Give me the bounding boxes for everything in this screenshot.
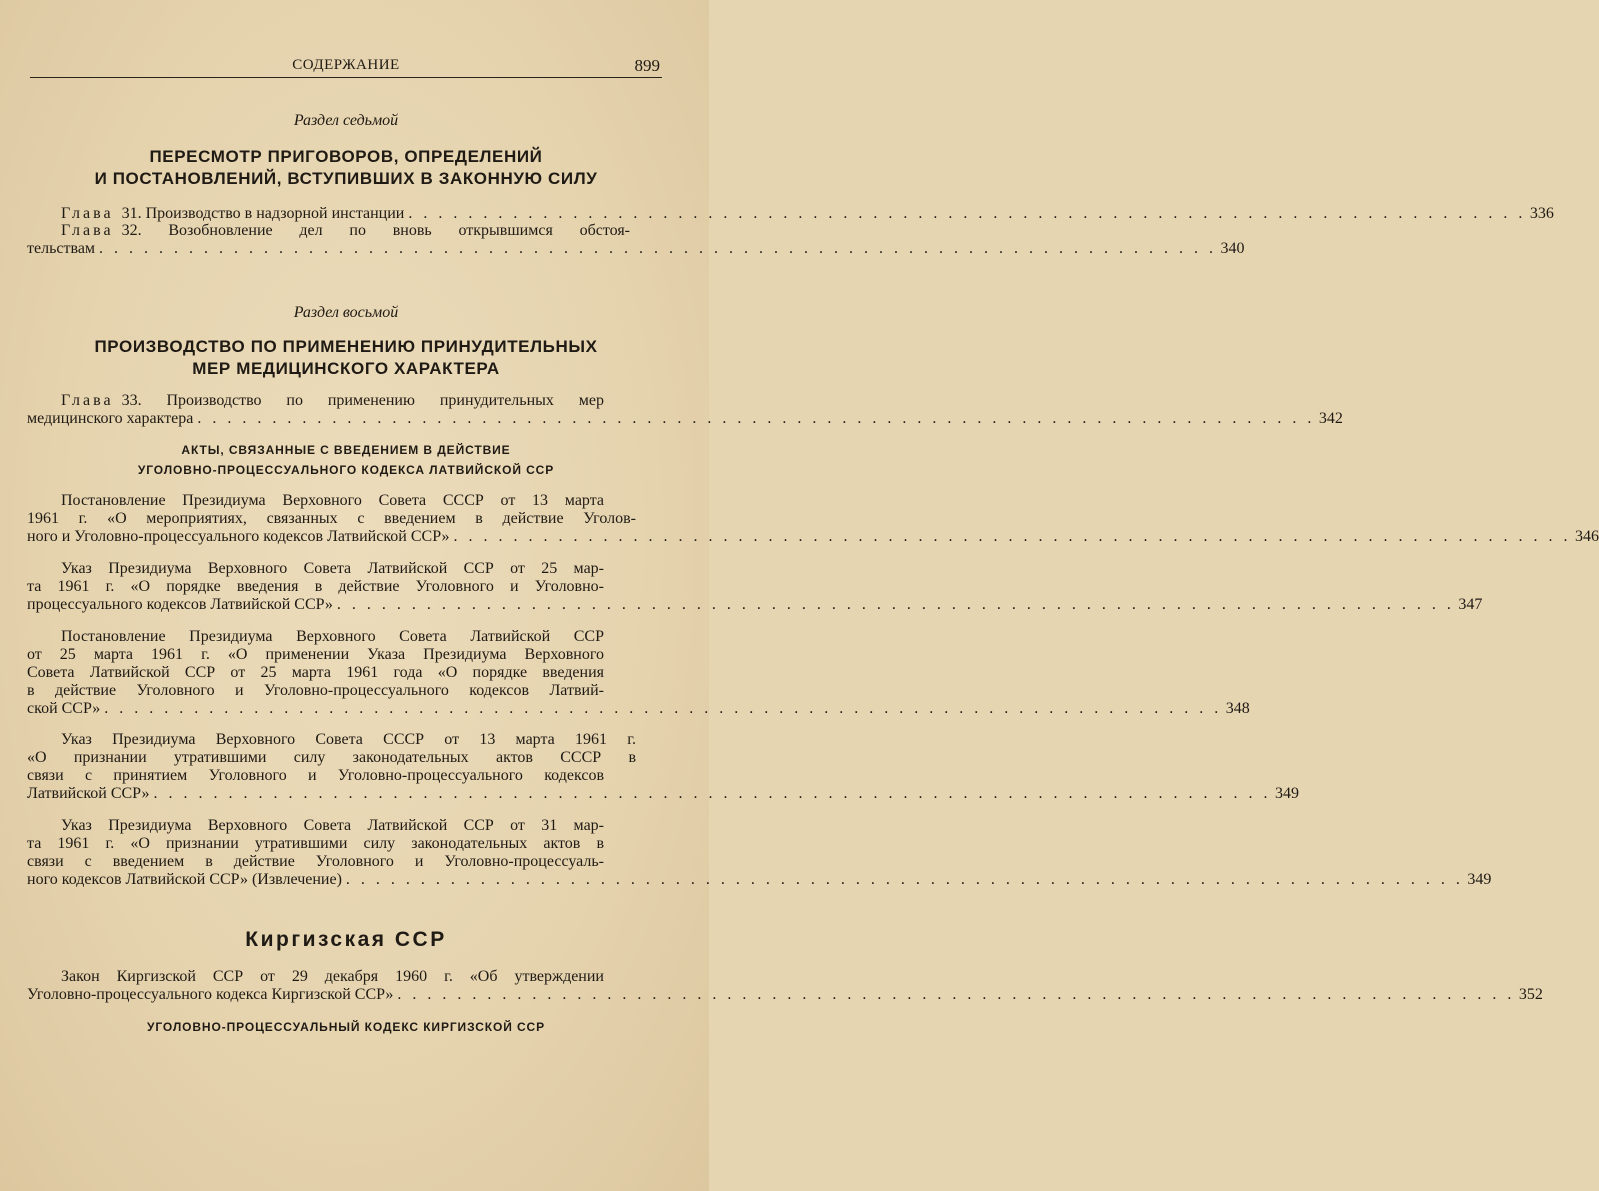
- section7-title-line2: И ПОСТАНОВЛЕНИЙ, ВСТУПИВШИХ В ЗАКОННУЮ СИЛУ: [94, 169, 598, 188]
- toc-entry-line: [27, 835, 660, 853]
- toc-entry-line: [27, 510, 660, 528]
- toc-entry-line: [27, 205, 1554, 223]
- entry-text: Уголовно-процессуального кодекса Киргизской ССР»: [27, 986, 394, 1003]
- leader-dots: . . . . . . . . . . . . . . . . . . . . . . . . . . . . . . . . . . . . . . . . . . . . . . . . . . . . . . . . . . . . . . . . . . . . . . . . . . .: [153, 785, 1271, 802]
- leader-dots: . . . . . . . . . . . . . . . . . . . . . . . . . . . . . . . . . . . . . . . . . . . . . . . . . . . . . . . . . . . . . . . . . . . . . . . . . . .: [99, 240, 1217, 257]
- section8-label: Раздел восьмой: [293, 304, 399, 321]
- toc-entry-line: [27, 968, 660, 986]
- entry-text: Совета Латвийской ССР от 25 марта 1961 года «О порядке введения: [27, 664, 604, 681]
- entry-page: 348: [1225, 700, 1250, 717]
- toc-entry-act-3[interactable]: [27, 628, 1250, 718]
- entry-text: та 1961 г. «О порядке введения в действие Уголовного и Уголовно-: [27, 578, 604, 595]
- toc-entry-line: [27, 240, 1245, 258]
- toc-entry-line: [27, 700, 1250, 718]
- toc-entry-line: [27, 646, 660, 664]
- entry-text: 33. Производство по применению принудительных мер: [121, 392, 604, 409]
- toc-entry-kirghiz-law[interactable]: [27, 968, 1543, 1004]
- toc-entry-line: [27, 596, 1483, 614]
- entry-text: связи с принятием Уголовного и Уголовно-процессуального кодексов: [27, 767, 604, 784]
- entry-page: 347: [1458, 596, 1483, 613]
- acts-title-line1: АКТЫ, СВЯЗАННЫЕ С ВВЕДЕНИЕМ В ДЕЙСТВИЕ: [181, 443, 511, 457]
- toc-entry-line: [27, 528, 1599, 546]
- entry-page: 349: [1467, 871, 1492, 888]
- toc-entry-ch33[interactable]: [27, 392, 1343, 428]
- section7-label: Раздел седьмой: [293, 112, 399, 129]
- entry-text: та 1961 г. «О признании утратившими силу законодательных актов в: [27, 835, 604, 852]
- entry-text: 31. Производство в надзорной инстанции: [121, 205, 405, 222]
- section7-title-line1: ПЕРЕСМОТР ПРИГОВОРОВ, ОПРЕДЕЛЕНИЙ: [149, 147, 543, 166]
- acts-title-line2: УГОЛОВНО-ПРОЦЕССУАЛЬНОГО КОДЕКСА ЛАТВИЙСКОЙ ССР: [137, 463, 555, 477]
- section8-title-line2: МЕР МЕДИЦИНСКОГО ХАРАКТЕРА: [192, 359, 500, 378]
- leader-dots: . . . . . . . . . . . . . . . . . . . . . . . . . . . . . . . . . . . . . . . . . . . . . . . . . . . . . . . . . . . . . . . . . . . . . . . . . . .: [104, 700, 1222, 717]
- kirghiz-title: Киргизская ССР: [245, 928, 447, 951]
- toc-entry-line: [27, 767, 660, 785]
- entry-text: процессуального кодексов Латвийской ССР»: [27, 596, 333, 613]
- toc-entry-line: [27, 731, 660, 749]
- section8-title: [30, 336, 662, 380]
- toc-entry-line: [27, 492, 660, 510]
- leader-dots: . . . . . . . . . . . . . . . . . . . . . . . . . . . . . . . . . . . . . . . . . . . . . . . . . . . . . . . . . . . . . . . . . . . . . . . . . . .: [397, 986, 1515, 1003]
- leader-dots: . . . . . . . . . . . . . . . . . . . . . . . . . . . . . . . . . . . . . . . . . . . . . . . . . . . . . . . . . . . . . . . . . . . . . . . . . . .: [453, 528, 1571, 545]
- chapter-word: Глава: [61, 222, 114, 239]
- header-rule: [30, 77, 662, 78]
- toc-entry-line: [27, 222, 660, 240]
- entry-text: медицинского характера: [27, 410, 194, 427]
- leader-dots: . . . . . . . . . . . . . . . . . . . . . . . . . . . . . . . . . . . . . . . . . . . . . . . . . . . . . . . . . . . . . . . . . . . . . . . . . . .: [345, 871, 1464, 888]
- page-number: 899: [634, 56, 660, 75]
- toc-entry-line: [27, 410, 1343, 428]
- leader-dots: . . . . . . . . . . . . . . . . . . . . . . . . . . . . . . . . . . . . . . . . . . . . . . . . . . . . . . . . . . . . . . . . . . . . . . . . . . .: [197, 410, 1315, 427]
- toc-entry-ch31[interactable]: [27, 205, 1554, 223]
- section7-title: [30, 146, 662, 190]
- toc-entry-line: [27, 853, 660, 871]
- entry-text: ного кодексов Латвийской ССР» (Извлечение): [27, 871, 342, 888]
- entry-text: Постановление Президиума Верховного Совета Латвийской ССР: [61, 628, 604, 645]
- toc-entry-line: [27, 785, 1299, 803]
- entry-text: в действие Уголовного и Уголовно-процессуального кодексов Латвий-: [27, 682, 604, 699]
- entry-page: 346: [1575, 528, 1599, 545]
- toc-entry-act-2[interactable]: [27, 560, 1483, 614]
- toc-entry-line: [27, 392, 660, 410]
- entry-text: Указ Президиума Верховного Совета Латвийской ССР от 25 мар-: [61, 560, 604, 577]
- kirghiz-subtitle: УГОЛОВНО-ПРОЦЕССУАЛЬНЫЙ КОДЕКС КИРГИЗСКОЙ ССР: [146, 1020, 546, 1034]
- entry-text: от 25 марта 1961 г. «О применении Указа Президиума Верховного: [27, 646, 604, 663]
- entry-page: 352: [1518, 986, 1543, 1003]
- entry-page: 336: [1529, 205, 1554, 222]
- entry-text: связи с введением в действие Уголовного и Уголовно-процессуаль-: [27, 853, 604, 870]
- entry-page: 349: [1274, 785, 1299, 802]
- chapter-word: Глава: [61, 205, 114, 222]
- toc-entry-line: [27, 578, 660, 596]
- entry-text: «О признании утратившими силу законодательных актов СССР в: [27, 749, 636, 766]
- entry-text: Постановление Президиума Верховного Совета СССР от 13 марта: [61, 492, 604, 509]
- entry-text: Латвийской ССР»: [27, 785, 150, 802]
- toc-entry-act-4[interactable]: [27, 731, 1299, 803]
- entry-text: 32. Возобновление дел по вновь открывшимся обстоя-: [121, 222, 630, 239]
- toc-entry-act-5[interactable]: [27, 817, 1492, 889]
- entry-text: тельствам: [27, 240, 96, 257]
- entry-text: Закон Киргизской ССР от 29 декабря 1960 г. «Об утверждении: [61, 968, 604, 985]
- toc-entry-line: [27, 817, 660, 835]
- entry-page: 340: [1220, 240, 1245, 257]
- running-header: [30, 56, 662, 78]
- section8-title-line1: ПРОИЗВОДСТВО ПО ПРИМЕНЕНИЮ ПРИНУДИТЕЛЬНЫХ: [94, 337, 598, 356]
- acts-title: [30, 440, 662, 480]
- leader-dots: . . . . . . . . . . . . . . . . . . . . . . . . . . . . . . . . . . . . . . . . . . . . . . . . . . . . . . . . . . . . . . . . . . . . . . . . . . .: [336, 596, 1455, 613]
- toc-entry-line: [27, 749, 660, 767]
- toc-entry-line: [27, 628, 660, 646]
- toc-entry-ch32[interactable]: [27, 222, 1245, 258]
- leader-dots: . . . . . . . . . . . . . . . . . . . . . . . . . . . . . . . . . . . . . . . . . . . . . . . . . . . . . . . . . . . . . . . . . . . . . . . . . . .: [408, 205, 1526, 222]
- entry-page: 342: [1318, 410, 1343, 427]
- toc-entry-line: [27, 871, 1492, 889]
- chapter-word: Глава: [61, 392, 114, 409]
- entry-text: Указ Президиума Верховного Совета Латвийской ССР от 31 мар-: [61, 817, 604, 834]
- entry-text: ного и Уголовно-процессуального кодексов Латвийской ССР»: [27, 528, 450, 545]
- toc-entry-line: [27, 986, 1543, 1004]
- entry-text: ской ССР»: [27, 700, 101, 717]
- toc-entry-act-1[interactable]: [27, 492, 1599, 546]
- toc-entry-line: [27, 682, 660, 700]
- toc-entry-line: [27, 560, 660, 578]
- entry-text: Указ Президиума Верховного Совета СССР от 13 марта 1961 г.: [61, 731, 636, 748]
- entry-text: 1961 г. «О мероприятиях, связанных с введением в действие Уголов-: [27, 510, 636, 527]
- header-title: СОДЕРЖАНИЕ: [292, 57, 400, 73]
- toc-entry-line: [27, 664, 660, 682]
